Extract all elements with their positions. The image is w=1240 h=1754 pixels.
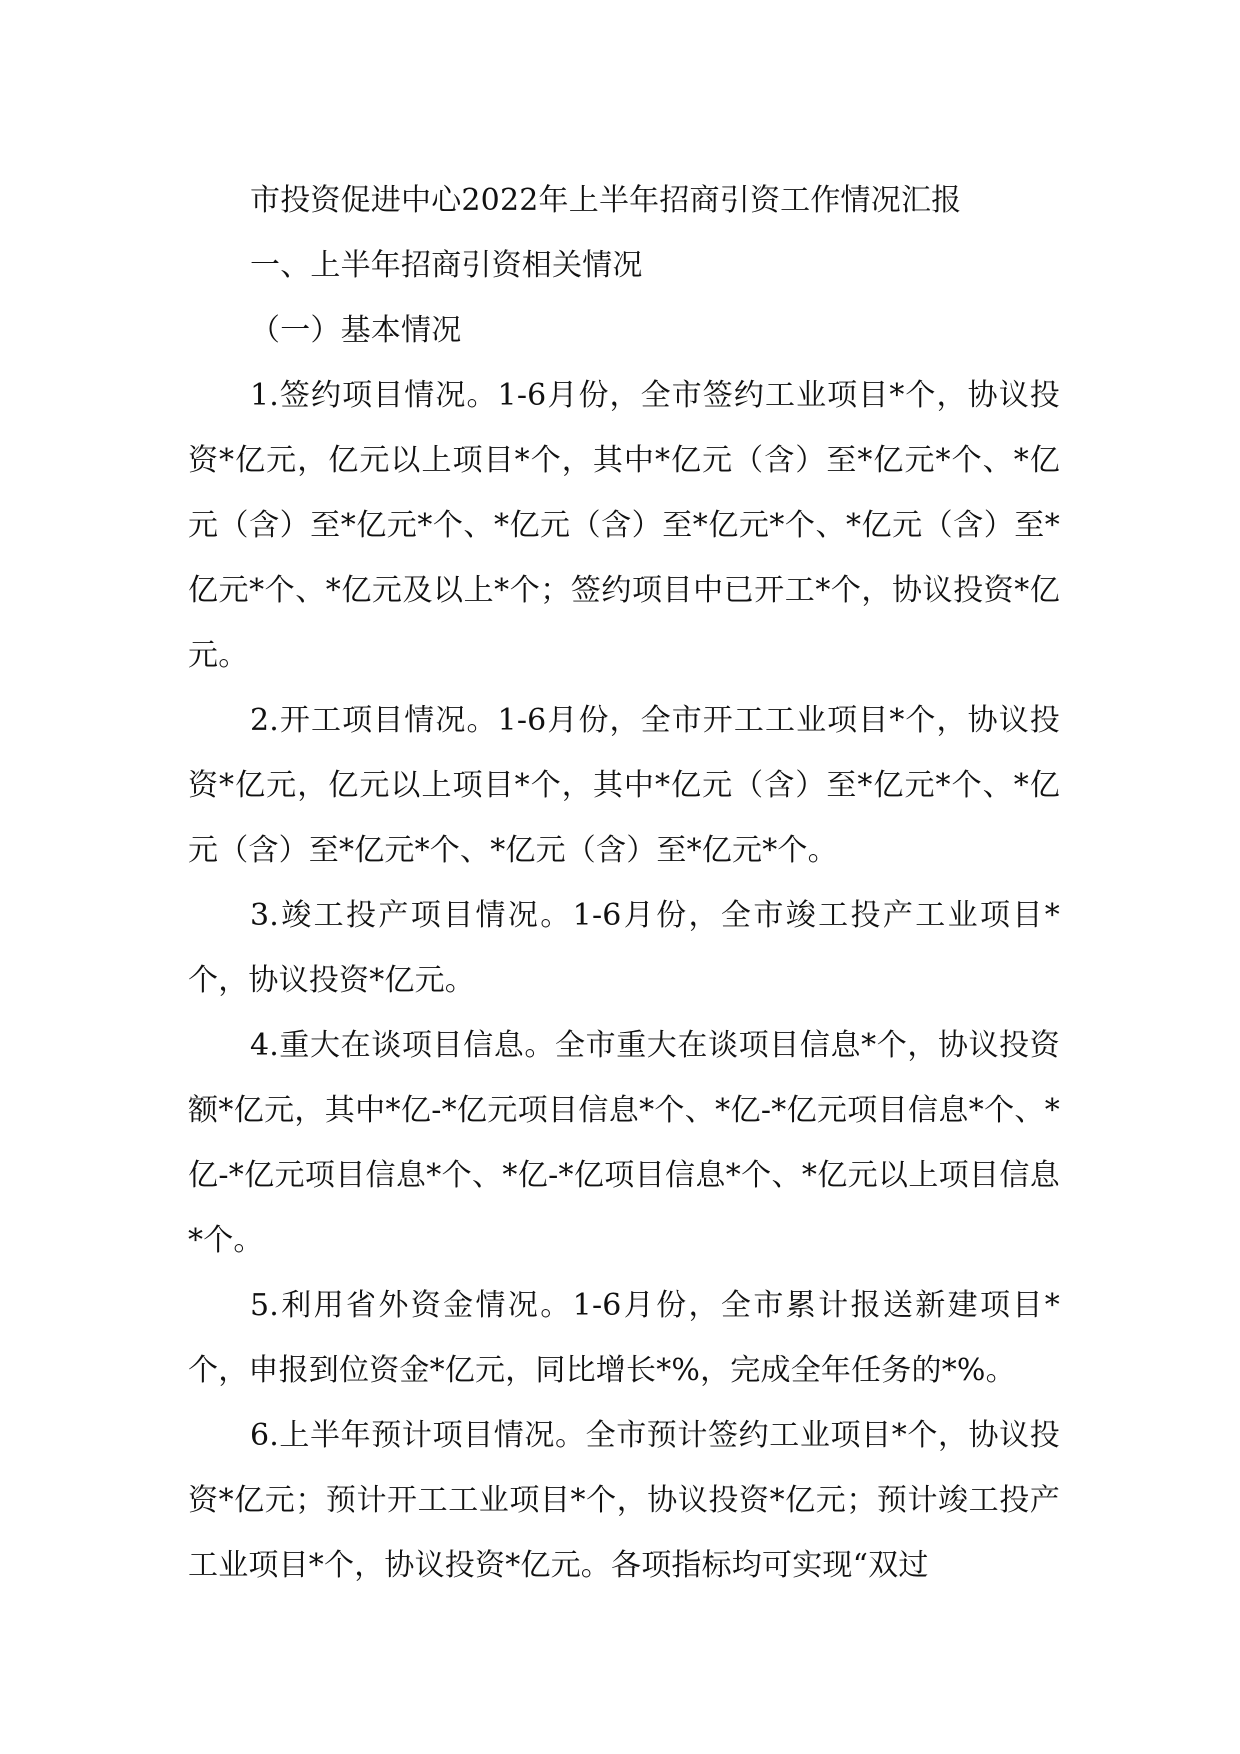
- paragraph-major-negotiations: 4.重大在谈项目信息。全市重大在谈项目信息*个，协议投资额*亿元，其中*亿-*亿元项目信息*个、*亿-*亿元项目信息*个、*亿-*亿元项目信息*个、*亿-*亿项目信息*个、*亿元以上项目信息*个。: [188, 1028, 1060, 1258]
- paragraph-signed-projects: 1.签约项目情况。1-6月份，全市签约工业项目*个，协议投资*亿元，亿元以上项目*个，其中*亿元（含）至*亿元*个、*亿元（含）至*亿元*个、*亿元（含）至*亿元*个、*亿元（含）至*亿元*个、*亿元及以上*个；签约项目中已开工*个，协议投资*亿元。: [188, 378, 1060, 673]
- section-heading: 一、上半年招商引资相关情况: [250, 248, 643, 283]
- paragraph-forecast-projects: 6.上半年预计项目情况。全市预计签约工业项目*个，协议投资*亿元；预计开工工业项目*个，协议投资*亿元；预计竣工投产工业项目*个，协议投资*亿元。各项指标均可实现“双过: [188, 1418, 1060, 1583]
- paragraph-completed-projects: 3.竣工投产项目情况。1-6月份，全市竣工投产工业项目*个，协议投资*亿元。: [188, 898, 1060, 998]
- document-body: [188, 168, 1060, 1598]
- paragraph-external-funds: 5.利用省外资金情况。1-6月份，全市累计报送新建项目*个，申报到位资金*亿元，同比增长*%，完成全年任务的*%。: [188, 1288, 1060, 1388]
- paragraph-started-projects: 2.开工项目情况。1-6月份，全市开工工业项目*个，协议投资*亿元，亿元以上项目*个，其中*亿元（含）至*亿元*个、*亿元（含）至*亿元*个、*亿元（含）至*亿元*个。: [188, 703, 1060, 868]
- subsection-heading: （一）基本情况: [250, 313, 462, 348]
- document-title: 市投资促进中心2022年上半年招商引资工作情况汇报: [250, 183, 962, 218]
